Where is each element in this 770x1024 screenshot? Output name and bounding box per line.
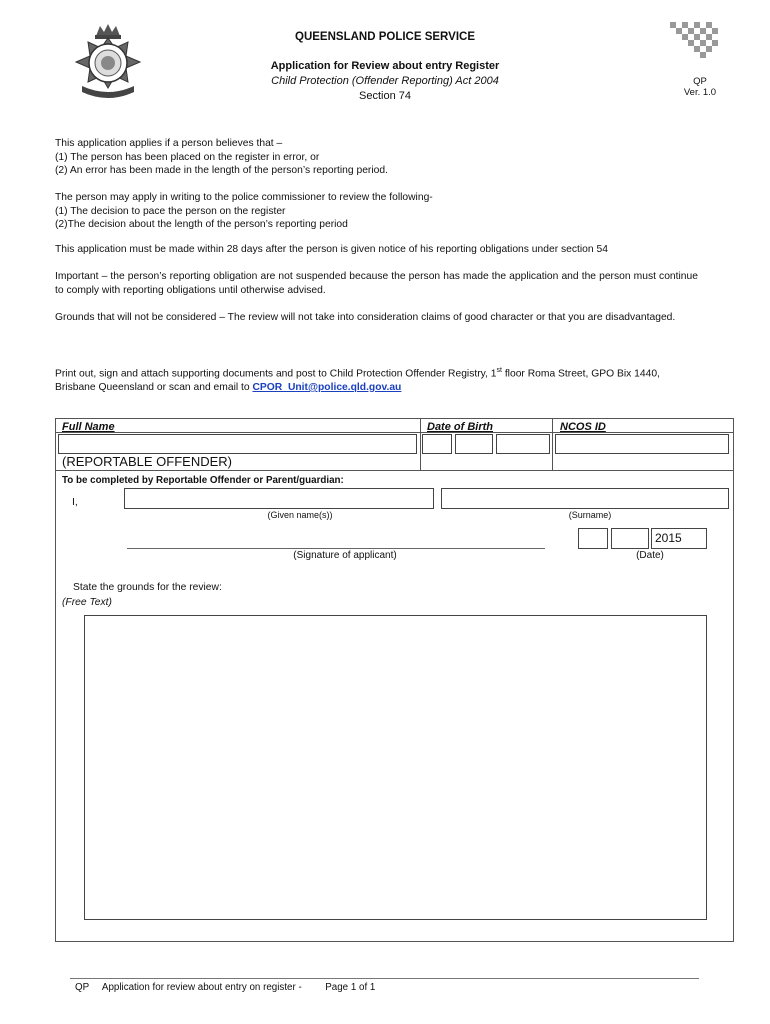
dob-day-input[interactable] bbox=[422, 434, 452, 454]
signature-caption: (Signature of applicant) bbox=[293, 550, 397, 561]
intro-item: (2)The decision about the length of the person’s reporting period bbox=[55, 219, 348, 230]
date-year-input[interactable]: 2015 bbox=[651, 528, 707, 549]
version: Ver. 1.0 bbox=[683, 87, 717, 98]
submission-text: Print out, sign and attach supporting documents and post to Child Protection Offender Registry, 1 bbox=[55, 368, 497, 380]
surname-input[interactable] bbox=[441, 488, 729, 509]
surname-caption: (Surname) bbox=[568, 510, 612, 520]
date-caption: (Date) bbox=[636, 550, 664, 561]
intro-lead-2: The person may apply in writing to the police commissioner to review the following- bbox=[55, 192, 433, 203]
submission-line-2: Brisbane Queensland or scan and email to bbox=[55, 381, 253, 393]
dob-month-input[interactable] bbox=[455, 434, 493, 454]
pixel-pattern-graphic bbox=[664, 22, 724, 62]
deadline-paragraph: This application must be made within 28 days after the person is given notice of his reporting obligations under section 54 bbox=[55, 244, 608, 255]
intro-paragraph-2 bbox=[55, 191, 698, 232]
intro-item: (2) An error has been made in the length of the person’s reporting period. bbox=[55, 165, 388, 176]
given-names-caption: (Given name(s)) bbox=[267, 510, 333, 520]
signature-line[interactable] bbox=[127, 548, 545, 549]
form-title: Application for Review about entry Register bbox=[270, 60, 500, 72]
divider bbox=[55, 432, 734, 433]
grounds-paragraph: Grounds that will not be considered – The review will not take into consideration claims of good character or that you are disadvantaged. bbox=[55, 312, 676, 323]
submission-text-cont: floor Roma Street, GPO Bix 1440, bbox=[501, 368, 660, 380]
footer-code: QP bbox=[75, 982, 89, 993]
intro-lead-1: This application applies if a person believes that – bbox=[55, 138, 283, 149]
important-paragraph: Important – the person’s reporting obligation are not suspended because the person has made the application and the person must continue to comply with reporting obligations until otherwise advised. bbox=[55, 271, 698, 296]
divider bbox=[55, 470, 734, 471]
email-link[interactable]: CPOR_Unit@police.qld.gov.au bbox=[252, 381, 402, 393]
full-name-input[interactable] bbox=[58, 434, 417, 454]
footer-page: Page 1 of 1 bbox=[325, 982, 376, 993]
qps-crest-logo bbox=[70, 22, 146, 104]
reportable-offender-heading: (REPORTABLE OFFENDER) bbox=[62, 454, 232, 469]
section-ref: Section 74 bbox=[359, 90, 411, 102]
ncos-id-input[interactable] bbox=[555, 434, 729, 454]
ncos-id-label: NCOS ID bbox=[560, 421, 606, 433]
footer-title: Application for review about entry on register - bbox=[101, 982, 302, 993]
form-code: QP bbox=[693, 76, 707, 87]
intro-item: (1) The person has been placed on the register in error, or bbox=[55, 151, 320, 163]
intro-item: (1) The decision to pace the person on the register bbox=[55, 205, 286, 217]
date-month-input[interactable] bbox=[611, 528, 649, 549]
intro-paragraph-1 bbox=[55, 137, 698, 178]
act-name: Child Protection (Offender Reporting) Act 2004 bbox=[271, 75, 499, 87]
completed-by-label: To be completed by Reportable Offender or Parent/guardian: bbox=[62, 475, 344, 486]
footer bbox=[75, 982, 375, 993]
dob-year-input[interactable] bbox=[496, 434, 550, 454]
date-day-input[interactable] bbox=[578, 528, 608, 549]
superscript: st bbox=[496, 367, 502, 374]
free-text-label: (Free Text) bbox=[62, 597, 112, 608]
footer-rule bbox=[70, 978, 699, 979]
given-names-input[interactable] bbox=[124, 488, 434, 509]
divider bbox=[552, 418, 553, 470]
grounds-textarea[interactable] bbox=[84, 615, 707, 920]
submission-paragraph bbox=[55, 364, 698, 394]
i-label: I, bbox=[72, 496, 78, 508]
dob-label: Date of Birth bbox=[427, 421, 493, 433]
full-name-label: Full Name bbox=[62, 421, 115, 433]
org-name: QUEENSLAND POLICE SERVICE bbox=[295, 31, 475, 43]
divider bbox=[420, 418, 421, 470]
grounds-label: State the grounds for the review: bbox=[73, 582, 222, 593]
